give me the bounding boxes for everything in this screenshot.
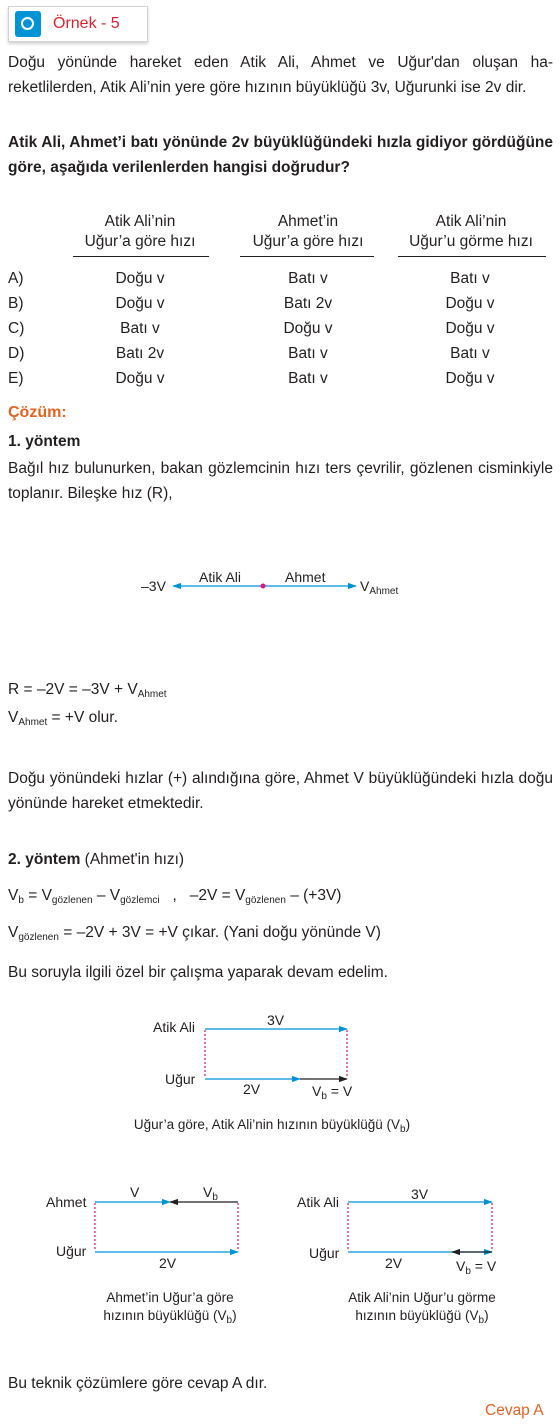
diagram-3-caption: Ahmet’in Uğur’a göre hızının büyüklüğü $(V_b)$ (103, 1290, 237, 1326)
option-label: D) (8, 345, 25, 362)
diagram-3-vb-label: $V_b$ (203, 1184, 218, 1203)
diagram-2-caption: Uğur’a göre, Atik Ali’nin hızının büyüklüğü $(V_b)$ (133, 1117, 411, 1135)
conclusion-1: Doğu yönündeki hızlar (+) alındığına göre, Ahmet V büyüklüğündeki hızla doğu yönünde hareket etmektedir. (8, 770, 553, 812)
option-label: E) (8, 370, 24, 387)
table-cell: Batı 2v (115, 345, 165, 362)
final-text: Bu teknik çözümlere göre cevap A dır. (8, 1375, 268, 1392)
table-cell: Batı 2v (283, 295, 333, 312)
diagram-4-3v-label: 3V (411, 1186, 429, 1202)
option-label: C) (8, 320, 25, 337)
diagram-1-left-label: –3V (141, 578, 166, 594)
method-1-text: Bağıl hız bulunurken, bakan gözlemcinin hızı ters çevrilir, gözlenen cisminkiyle toplanır. Bileşke hız (R), (8, 460, 553, 502)
equation-2: $V_{Ahmet} = +V$ olur. (8, 709, 118, 728)
diagram-3-ugur-label: Uğur (56, 1243, 87, 1259)
table-cell: Doğu v (115, 370, 165, 387)
diagram-4-ugur-label: Uğur (309, 1245, 340, 1261)
question-intro: Doğu yönünde hareket eden Atik Ali, Ahmet ve Uğur'dan oluşan ha-reketlilerden, Atik Ali’nin yere göre hızının büyüklüğü 3v, Uğurunki ise 2v dir. (8, 54, 553, 96)
table-cell: Doğu v (283, 320, 333, 337)
diagram-2-3v-label: 3V (267, 1012, 285, 1028)
method-2-heading: 2. yöntem (Ahmet'in hızı) (8, 851, 185, 868)
diagram-2-2v-label: 2V (243, 1081, 261, 1097)
solution-title: Çözüm: (8, 404, 67, 421)
diagram-3-ahmet-label: Ahmet (46, 1194, 87, 1210)
table-cell: Doğu v (445, 320, 495, 337)
equation-1: $R = -2V = -3V + V_{Ahmet}$ (8, 681, 167, 700)
diagram-2-ugur-label: Uğur (165, 1071, 196, 1087)
diagram-4-vb-label: $V_b = V$ (456, 1258, 497, 1277)
diagram-2-atik-ali-label: Atik Ali (153, 1019, 196, 1035)
option-label: B) (8, 295, 24, 312)
diagram-4-atik-ali-label: Atik Ali (297, 1194, 340, 1210)
diagram-4-caption: Atik Ali’nin Uğur’u görme hızının büyüklüğü $(V_b)$ (348, 1290, 496, 1326)
table-cell: Doğu v (445, 370, 495, 387)
diagram-3-v-label: V (130, 1184, 140, 1200)
column-header-2: Ahmet’in Uğur’a göre hızı (252, 213, 364, 250)
column-header-3: Atik Ali’nin Uğur’u görme hızı (409, 213, 533, 250)
diagram-1-right-label: $V_{Ahmet}$ (360, 578, 399, 597)
table-cell: Doğu v (115, 295, 165, 312)
option-label: A) (8, 270, 24, 287)
table-cell: Doğu v (445, 295, 495, 312)
equation-3: $V_b = V_{gözlenen} - V_{gözlemci}$ , $-2V = V_{gözlenen} - (+3V)$ (8, 887, 342, 906)
table-cell: Doğu v (115, 270, 165, 287)
diagram-1-ahmet-label: Ahmet (285, 569, 326, 585)
equation-4: $V_{gözlenen} = -2V + 3V = +V$ çıkar. (Yani doğu yönünde V) (8, 924, 381, 943)
diagram-2-vb-label: $V_b = V$ (312, 1083, 353, 1102)
table-cell: Batı v (450, 270, 490, 287)
column-header-1: Atik Ali’nin Uğur’a göre hızı (84, 213, 196, 250)
table-cell: Batı v (450, 345, 490, 362)
example-label: Örnek - 5 (53, 15, 120, 32)
answer-label: Cevap A (485, 1402, 544, 1419)
question-prompt: Atik Ali, Ahmet’i batı yönünde 2v büyüklüğündeki hızla gidiyor gördüğüne göre, aşağıda verilenlerden hangisi doğrudur? (8, 134, 553, 176)
table-cell: Batı v (288, 370, 328, 387)
special-study-text: Bu soruyla ilgili özel bir çalışma yaparak devam edelim. (8, 964, 388, 981)
diagram-1-atik-ali-label: Atik Ali (199, 569, 242, 585)
method-1-title: 1. yöntem (8, 433, 81, 450)
table-cell: Batı v (120, 320, 160, 337)
table-cell: Batı v (288, 345, 328, 362)
diagram-3-2v-label: 2V (159, 1255, 177, 1271)
diagram-4-2v-label: 2V (385, 1255, 403, 1271)
table-cell: Batı v (288, 270, 328, 287)
